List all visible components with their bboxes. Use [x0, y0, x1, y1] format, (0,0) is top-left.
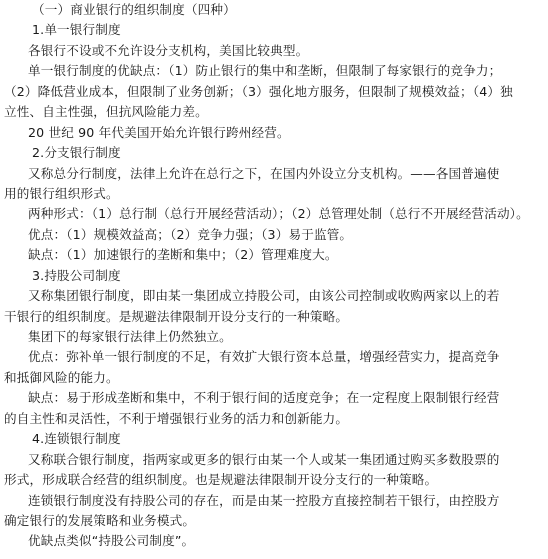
paragraph-line: 的自主性和灵活性，不利于增强银行业务的活力和创新能力。	[4, 410, 349, 426]
subheading-chain-banking: 4.连锁银行制度	[32, 431, 121, 447]
paragraph-line: 各银行不设或不允许设分支机构，美国比较典型。	[28, 42, 309, 58]
paragraph-line: 缺点：（1）加速银行的垄断和集中；（2）管理难度大。	[28, 247, 338, 263]
paragraph-line: 立性、自主性强，但抗风险能力差。	[4, 104, 208, 120]
paragraph-line: 两种形式：（1）总行制（总行开展经营活动）；（2）总管理处制（总行不开展经营活动）。	[28, 206, 529, 222]
paragraph-line: 单一银行制度的优缺点：（1）防止银行的集中和垄断，但限制了每家银行的竞争力；	[28, 63, 502, 79]
paragraph-line: 又称总分行制度，法律上允许在总行之下，在国内外设立分支机构。——各国普遍使	[28, 165, 500, 181]
paragraph-line: 优点：弥补单一银行制度的不足，有效扩大银行资本总量，增强经营实力，提高竞争	[28, 349, 500, 365]
paragraph-line: 又称集团银行制度，即由某一集团成立持股公司，由该公司控制或收购两家以上的若	[28, 288, 500, 304]
paragraph-line: 优点：（1）规模效益高；（2）竞争力强；（3）易于监管。	[28, 226, 353, 242]
paragraph-line: 又称联合银行制度，指两家或更多的银行由某一个人或某一集团通过购买多数股票的	[28, 451, 500, 467]
paragraph-line: 缺点：易于形成垄断和集中，不利于银行间的适度竞争；在一定程度上限制银行经营	[28, 390, 500, 406]
paragraph-line: 确定银行的发展策略和业务模式。	[4, 512, 196, 528]
paragraph-line: 优缺点类似“持股公司制度”。	[28, 533, 195, 549]
paragraph-line: 连锁银行制度没有持股公司的存在，而是由某一控股方直接控制若干银行，由控股方	[28, 492, 500, 508]
paragraph-line: 20 世纪 90 年代美国开始允许银行跨州经营。	[28, 124, 290, 140]
paragraph-line: 和抵御风险的能力。	[4, 369, 119, 385]
section-heading: （一）商业银行的组织制度（四种）	[32, 2, 236, 17]
paragraph-line: 形式，形成联合经营的组织制度。也是规避法律限制开设分支行的一种策略。	[4, 472, 438, 488]
subheading-branch-banking: 2.分支银行制度	[32, 145, 121, 161]
paragraph-line: 干银行的组织制度。是规避法律限制开设分支行的一种策略。	[4, 308, 349, 324]
subheading-holding-company: 3.持股公司制度	[32, 267, 121, 283]
subheading-unit-banking: 1.单一银行制度	[32, 22, 121, 38]
paragraph-line: 用的银行组织形式。	[4, 185, 119, 201]
paragraph-line: （2）降低营业成本，但限制了业务创新；（3）强化地方服务，但限制了规模效益；（4）独	[4, 83, 513, 99]
paragraph-line: 集团下的每家银行法律上仍然独立。	[28, 329, 232, 344]
